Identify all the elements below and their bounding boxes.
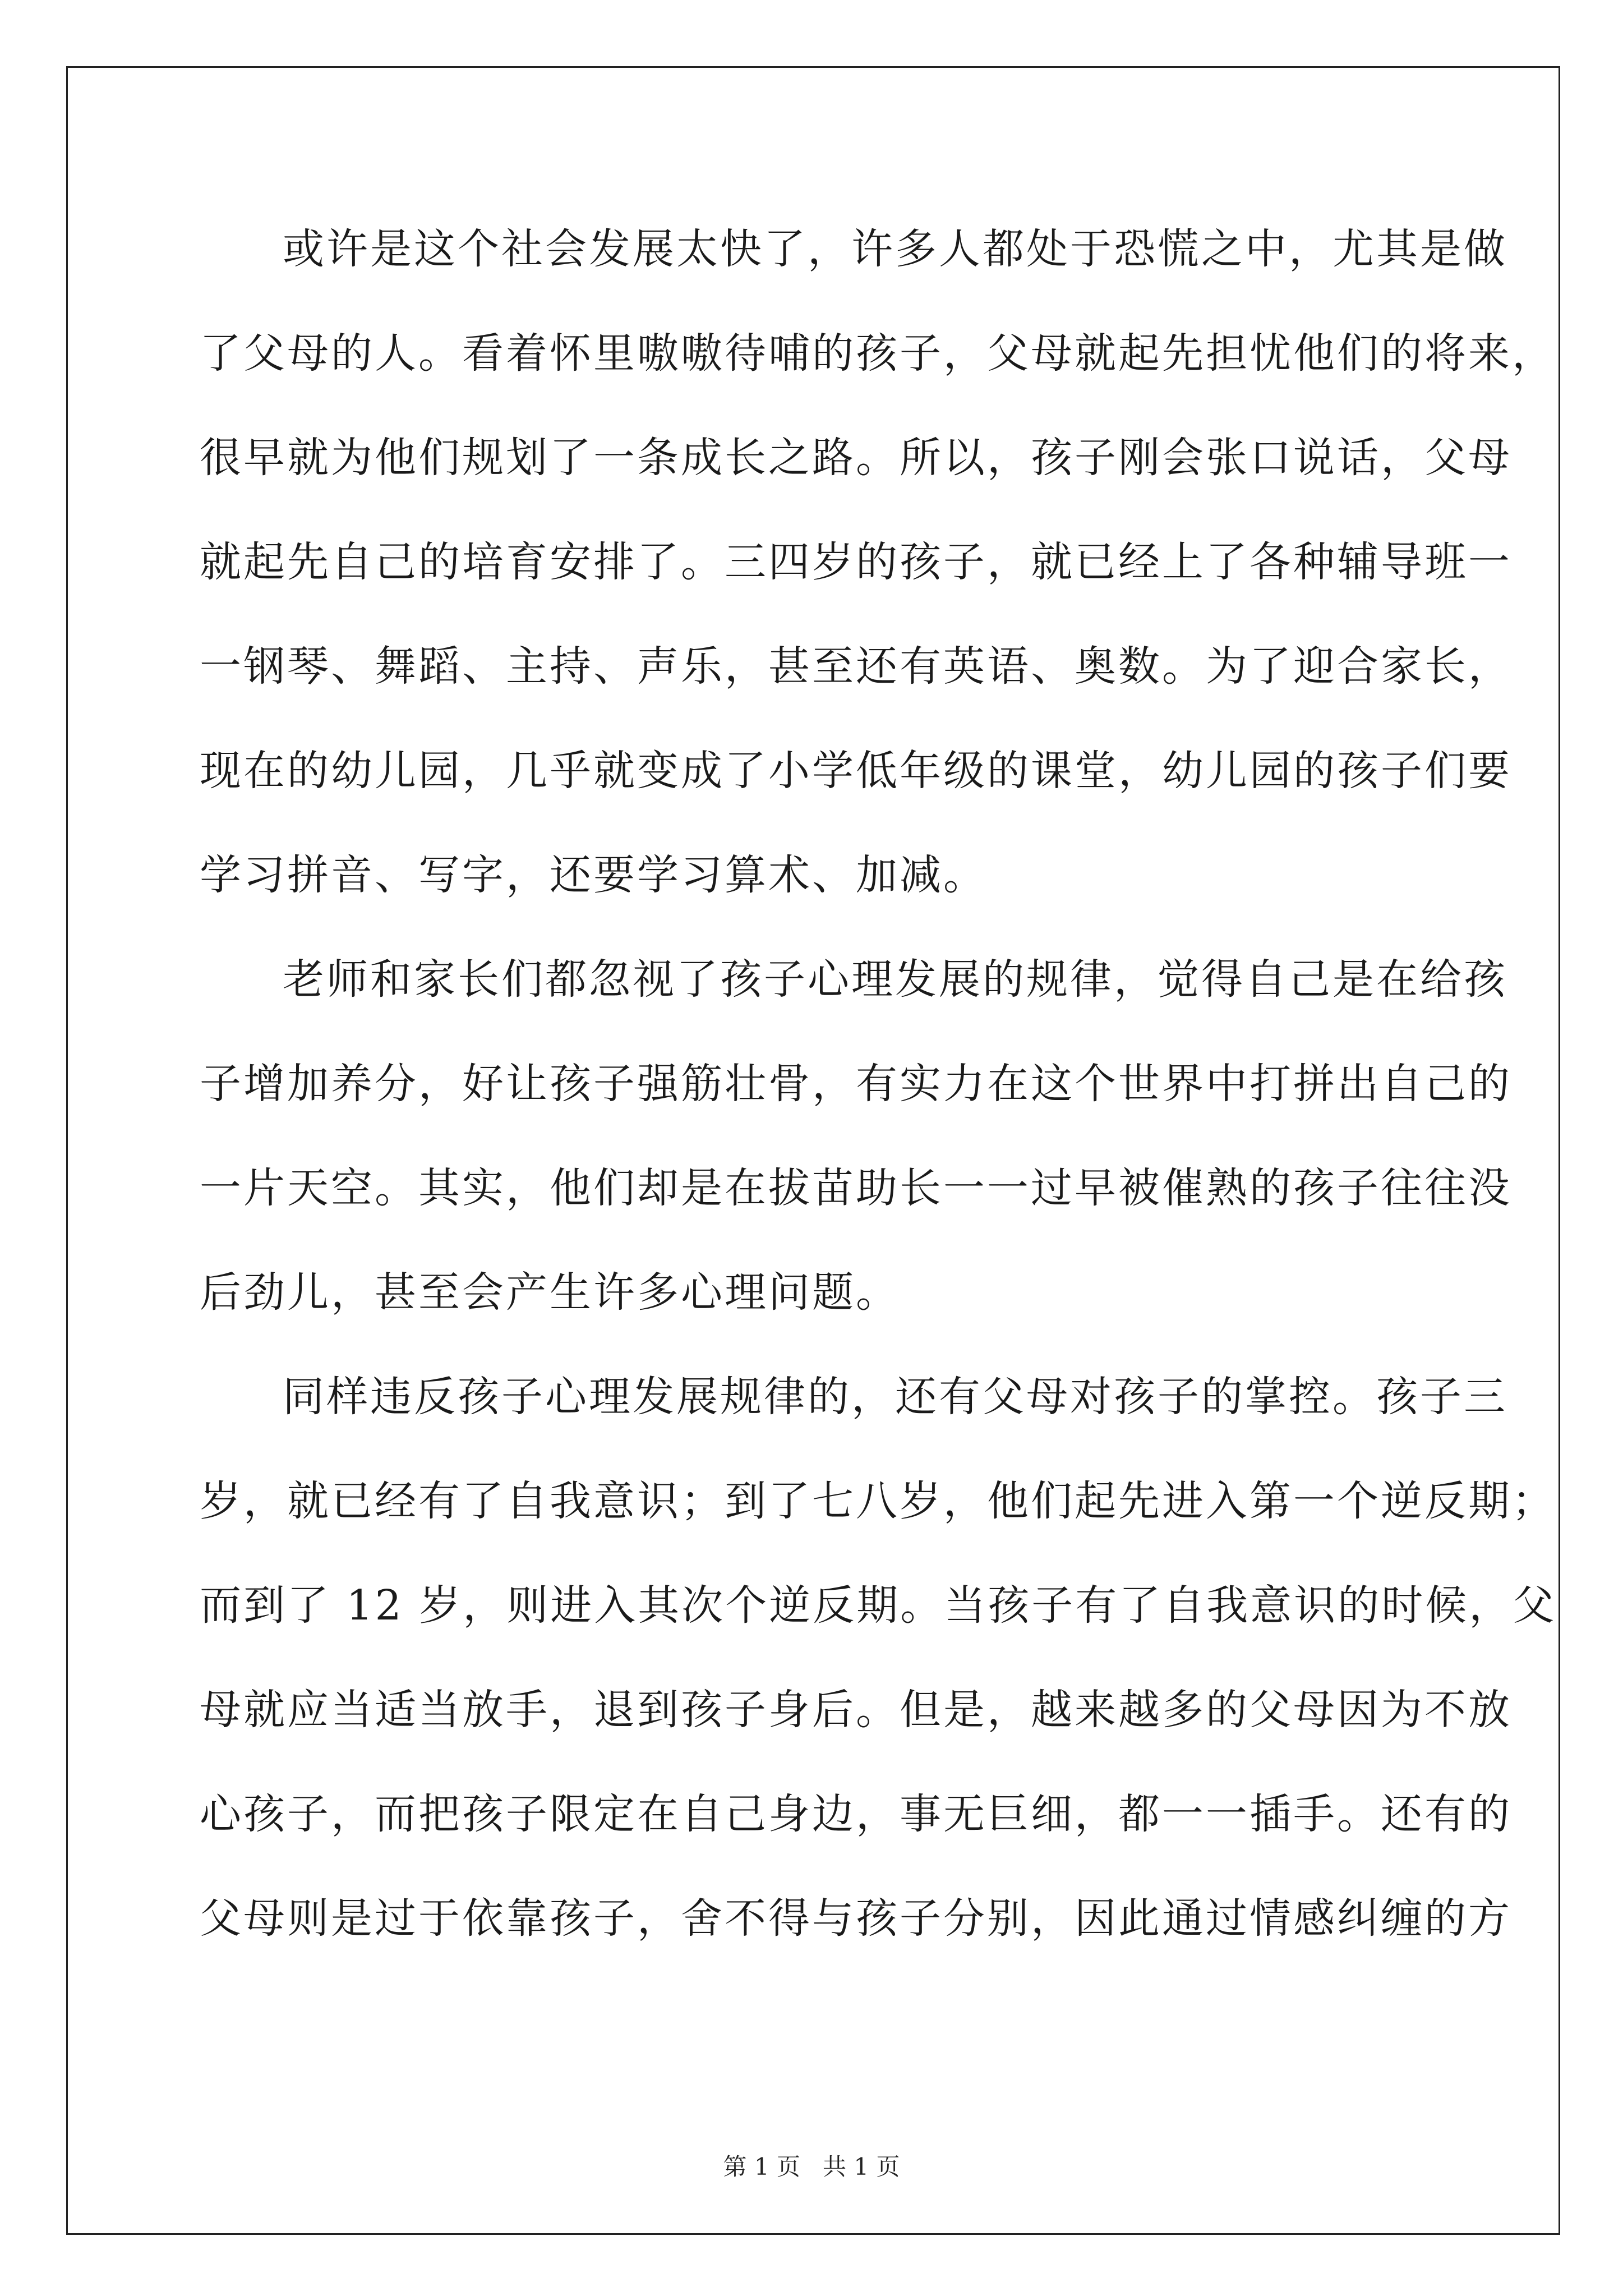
- text-line: 就起先自己的培育安排了。三四岁的孩子，就已经上了各种辅导班一: [200, 538, 1512, 586]
- text-line: 一片天空。其实，他们却是在拔苗助长一一过早被催熟的孩子往往没: [200, 1164, 1512, 1212]
- text-line: 父母则是过于依靠孩子，舍不得与孩子分别，因此通过情感纠缠的方: [200, 1894, 1512, 1943]
- text-line: 学习拼音、写字，还要学习算术、加减。: [200, 851, 987, 899]
- text-line: 了父母的人。看着怀里嗷嗷待哺的孩子，父母就起先担忧他们的将来，: [200, 329, 1556, 378]
- text-line: 心孩子，而把孩子限定在自己身边，事无巨细，都一一插手。还有的: [200, 1790, 1512, 1838]
- text-line: 而到了 12 岁，则进入其次个逆反期。当孩子有了自我意识的时候，父: [200, 1581, 1557, 1630]
- text-line: 母就应当适当放手，退到孩子身后。但是，越来越多的父母因为不放: [200, 1686, 1512, 1734]
- text-line: 同样违反孩子心理发展规律的，还有父母对孩子的掌控。孩子三: [283, 1373, 1507, 1421]
- text-line: 后劲儿，甚至会产生许多心理问题。: [200, 1268, 900, 1317]
- text-line: 或许是这个社会发展太快了，许多人都处于恐慌之中，尤其是做: [283, 225, 1507, 273]
- document-body: [200, 218, 1557, 1991]
- text-line: 很早就为他们规划了一条成长之路。所以，孩子刚会张口说话，父母: [200, 434, 1512, 482]
- text-line: 岁，就已经有了自我意识；到了七八岁，他们起先进入第一个逆反期；: [200, 1477, 1556, 1525]
- page-footer: 第 1 页 共 1 页: [723, 2153, 900, 2180]
- text-line: 现在的幼儿园，几乎就变成了小学低年级的课堂，幼儿园的孩子们要: [200, 747, 1512, 795]
- text-line: 老师和家长们都忽视了孩子心理发展的规律，觉得自己是在给孩: [283, 955, 1507, 1004]
- text-line: 子增加养分，好让孩子强筋壮骨，有实力在这个世界中打拼出自己的: [200, 1060, 1512, 1108]
- text-line: 一钢琴、舞蹈、主持、声乐，甚至还有英语、奥数。为了迎合家长，: [200, 642, 1512, 691]
